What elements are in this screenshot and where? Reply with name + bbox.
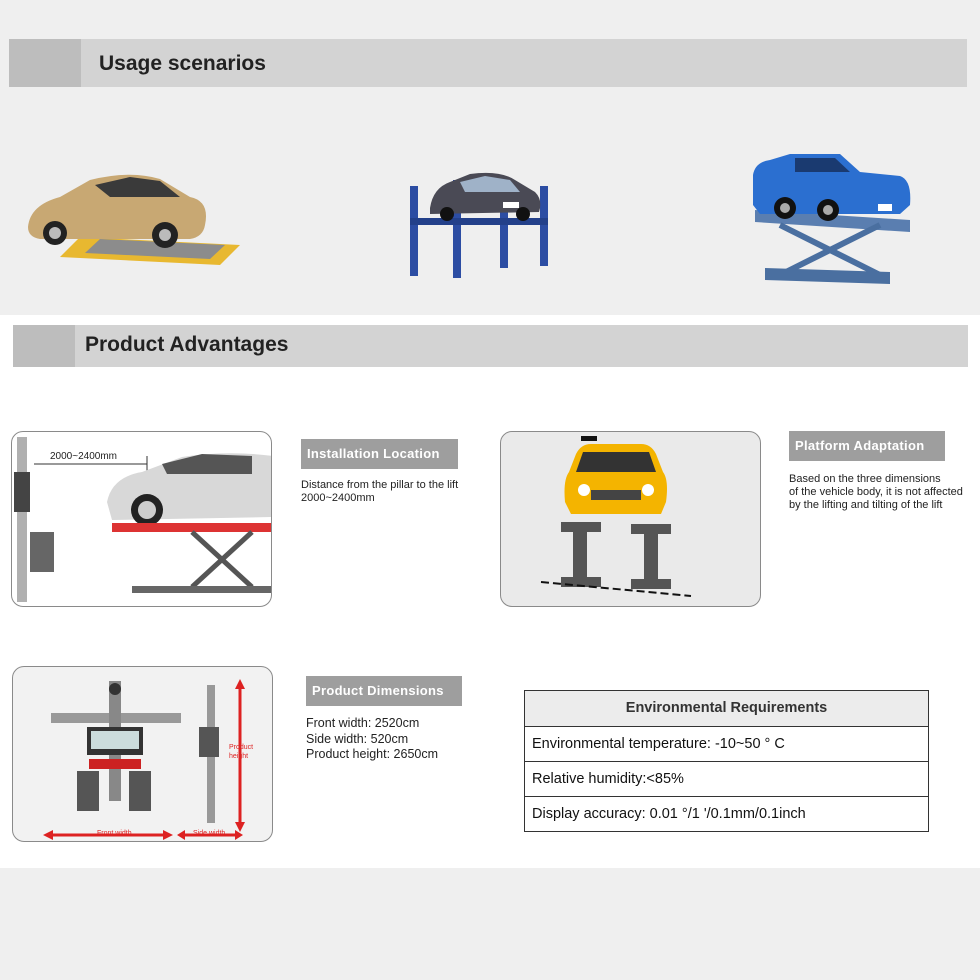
scissor-lift-truck-image [750, 150, 915, 288]
diagram-side-width: Side width [193, 830, 226, 837]
product-height-value: Product height: 2650cm [306, 747, 439, 761]
diagram-front-width: Front width [97, 830, 132, 837]
table-row: Relative humidity:<85% [525, 761, 928, 796]
four-post-lift-image [405, 168, 555, 280]
platform-description [789, 473, 963, 512]
installation-distance-label: 2000~2400mm [50, 451, 117, 462]
platform-diagram-card [500, 431, 761, 607]
environmental-requirements-table [524, 690, 929, 832]
usage-header [9, 39, 967, 87]
table-row: Environmental temperature: -10~50 ° C [525, 726, 928, 761]
installation-description [301, 479, 458, 505]
platform-diagram [501, 432, 761, 607]
side-width-value: Side width: 520cm [306, 731, 409, 746]
front-width-value: Front width: 2520cm [306, 716, 420, 730]
platform-desc-line3: by the lifting and tilting of the lift [789, 499, 943, 511]
advantages-header [13, 325, 968, 367]
diagram-product-height [229, 743, 253, 761]
environmental-title: Environmental Requirements [525, 691, 928, 726]
platform-adaptation-label: Platform Adaptation [789, 431, 945, 461]
installation-location-label: Installation Location [301, 439, 458, 469]
diagram-height-line2: height [229, 753, 249, 760]
product-dimensions-label: Product Dimensions [306, 676, 462, 706]
dimensions-diagram-card [12, 666, 273, 842]
dimensions-list [306, 716, 438, 763]
platform-desc-line1: Based on the three dimensions [789, 473, 941, 485]
footer-band [0, 868, 980, 980]
usage-title: Usage scenarios [99, 52, 266, 75]
table-row: Display accuracy: 0.01 °/1 '/0.1mm/0.1inch [525, 796, 928, 831]
installation-desc-line2: 2000~2400mm [301, 492, 375, 504]
advantages-title: Product Advantages [85, 333, 289, 356]
sedan-on-runway-image [20, 165, 245, 270]
installation-diagram-card [11, 431, 272, 607]
installation-desc-line1: Distance from the pillar to the lift [301, 479, 459, 491]
platform-desc-line2: of the vehicle body, it is not affected [789, 486, 963, 498]
diagram-height-line1: Product [229, 744, 254, 751]
